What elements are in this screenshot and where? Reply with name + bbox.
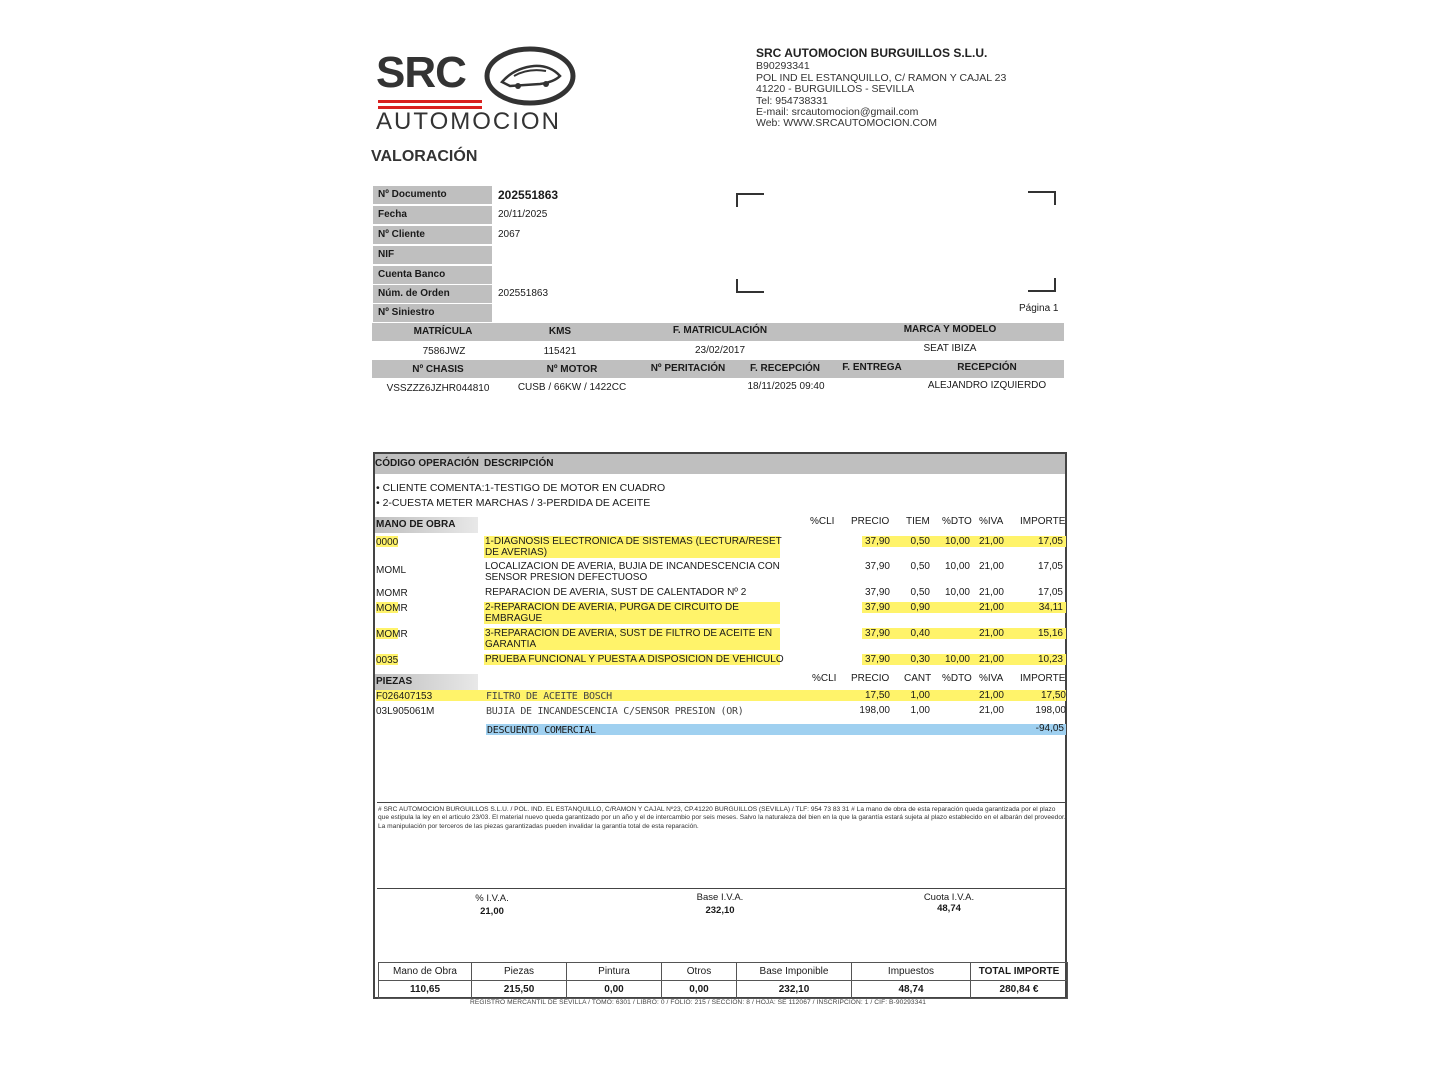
info-label: Núm. de Orden (373, 285, 492, 303)
row-precio: 37,90 (864, 628, 890, 639)
descuento-label: DESCUENTO COMERCIAL (487, 725, 596, 736)
totals-pintura: 0,00 (567, 981, 662, 999)
info-label: NIF (373, 246, 492, 264)
totals-value-row (379, 981, 1068, 999)
totals-otros: 0,00 (662, 981, 737, 999)
totals-header: Base Imponible (737, 963, 852, 981)
section-piezas: PIEZAS (375, 674, 478, 690)
info-label: Nº Documento (373, 186, 492, 204)
legal-text: # SRC AUTOMOCION BURGUILLOS S.L.U. / POL. IND. EL ESTANQUILLO, C/RAMON Y CAJAL Nº23, CP.41220 BURGUILLOS (SEVILLA) / TLF: 954 73 83 31 # La mano de obra de esta reparación queda garantizada por el plazo que estipula la ley en el articulo 23/03. El material nuevo queda garantizado por un año y el de intercambio por seis meses. Salvo la naturaleza del bien en la que la garantía estará sujeta al plazo establecido en el albarán del proveedor. La manipulación por terceros de las piezas garantizadas pueden invalidar la garantía total de esta reparación. (378, 806, 1066, 830)
row-iva: 21,00 (978, 690, 1004, 701)
envelope-window-mark (736, 193, 764, 207)
row-description-line: REPARACION DE AVERIA, SUST DE CALENTADOR Nº 2 (485, 587, 747, 598)
info-label: Nº Siniestro (373, 304, 492, 322)
iva-separator (377, 888, 1067, 889)
row-description (485, 628, 785, 650)
legal-separator (377, 802, 1067, 803)
vehicle-chasis: VSSZZZ6JZHR044810 (386, 383, 490, 394)
info-value: 20/11/2025 (498, 209, 548, 220)
company-address: POL IND EL ESTANQUILLO, C/ RAMON Y CAJAL 23 (756, 71, 1007, 84)
col-header: %CLI (812, 673, 837, 684)
client-comment-text: 2-CUESTA METER MARCHAS / 3-PERDIDA DE ACEITE (382, 497, 651, 509)
vehicle-col-header: MARCA Y MODELO (903, 324, 997, 335)
logo-brand: SRC (376, 48, 466, 97)
row-dto: 10,00 (944, 536, 970, 547)
col-header: IMPORTE (1020, 673, 1066, 684)
vehicle-kms: 115421 (543, 346, 577, 357)
logo-subtitle: AUTOMOCION (376, 108, 561, 135)
vehicle-recepcion: ALEJANDRO IZQUIERDO (927, 380, 1047, 391)
row-dto: 10,00 (944, 654, 970, 665)
company-email: E-mail: srcautomocion@gmail.com (756, 106, 919, 119)
row-description (485, 587, 785, 598)
row-code: MOMR (376, 603, 408, 614)
company-logo (372, 40, 587, 135)
section-mano-de-obra: MANO DE OBRA (375, 517, 478, 533)
row-importe: 17,50 (1040, 690, 1066, 701)
client-comment: • CLIENTE COMENTA:1-TESTIGO DE MOTOR EN CUADRO (376, 482, 666, 494)
vehicle-matricula: 7586JWZ (422, 346, 466, 357)
row-description-line: 2-REPARACION DE AVERIA, PURGA DE CIRCUITO DE (485, 602, 739, 613)
row-importe: 34,11 (1038, 602, 1063, 613)
row-precio: 37,90 (864, 536, 890, 547)
envelope-window-mark (1028, 278, 1056, 292)
row-code: MOMR (376, 629, 408, 640)
vehicle-col-header: RECEPCIÓN (957, 362, 1017, 373)
company-tel: Tel: 954738331 (756, 94, 828, 107)
col-descripcion: DESCRIPCIÓN (484, 458, 554, 469)
vehicle-marca-modelo: SEAT IBIZA (923, 343, 977, 354)
row-description (485, 561, 785, 583)
row-code: 0000 (376, 537, 399, 548)
vehicle-motor: CUSB / 66KW / 1422CC (517, 382, 627, 393)
row-highlight (376, 690, 1066, 701)
row-importe: 17,05 (1037, 561, 1063, 572)
totals-total-importe: 280,84 € (971, 981, 1068, 999)
row-tiempo: 0,50 (910, 536, 930, 547)
vehicle-col-header: MATRÍCULA (413, 326, 473, 337)
row-importe: 17,05 (1037, 536, 1063, 547)
row-cantidad: 1,00 (910, 690, 930, 701)
iva-value: 232,10 (705, 905, 735, 916)
company-cif: B90293341 (756, 60, 810, 73)
col-codigo: CÓDIGO OPERACIÓN (375, 458, 479, 469)
info-value: 202551863 (498, 288, 549, 299)
row-tiempo: 0,50 (910, 587, 930, 598)
iva-header: Base I.V.A. (696, 892, 744, 903)
row-precio: 37,90 (864, 561, 890, 572)
row-importe: 15,16 (1037, 628, 1063, 639)
row-iva: 21,00 (978, 628, 1004, 639)
row-importe: 198,00 (1035, 705, 1066, 716)
totals-header: Mano de Obra (379, 963, 472, 981)
info-label: Fecha (373, 206, 492, 224)
row-iva: 21,00 (978, 654, 1004, 665)
row-dto: 10,00 (944, 561, 970, 572)
row-description (485, 654, 785, 665)
document-title: VALORACIÓN (371, 148, 478, 165)
row-description-line: DE AVERIAS) (485, 547, 548, 558)
totals-header: Otros (662, 963, 737, 981)
row-description: BUJIA DE INCANDESCENCIA C/SENSOR PRESION (OR) (486, 706, 744, 717)
row-tiempo: 0,90 (910, 602, 930, 613)
row-description-line: 1-DIAGNOSIS ELECTRONICA DE SISTEMAS (LECTURA/RESET (485, 536, 782, 547)
col-header: %DTO (942, 673, 972, 684)
totals-header-row (379, 963, 1068, 981)
row-precio: 17,50 (864, 690, 890, 701)
col-header: %IVA (979, 673, 1004, 684)
iva-header: Cuota I.V.A. (923, 892, 975, 903)
row-description-line: 3-REPARACION DE AVERIA, SUST DE FILTRO DE ACEITE EN (485, 628, 773, 639)
envelope-window-mark (1028, 191, 1056, 205)
col-header: %DTO (942, 516, 972, 527)
totals-mano-obra: 110,65 (379, 981, 472, 999)
operations-header (375, 454, 1065, 474)
company-web: Web: WWW.SRCAUTOMOCION.COM (756, 117, 938, 130)
totals-table (378, 962, 1068, 999)
row-code: 03L905061M (376, 706, 435, 717)
totals-header: Piezas (472, 963, 567, 981)
row-iva: 21,00 (978, 561, 1004, 572)
totals-header: Pintura (567, 963, 662, 981)
row-description: FILTRO DE ACEITE BOSCH (486, 691, 612, 702)
vehicle-col-header: F. RECEPCIÓN (749, 363, 820, 374)
col-header: %CLI (810, 516, 835, 527)
totals-piezas: 215,50 (472, 981, 567, 999)
page-number: Página 1 (1019, 303, 1059, 314)
row-iva: 21,00 (978, 536, 1004, 547)
row-dto: 10,00 (944, 587, 970, 598)
vehicle-col-header: Nº PERITACIÓN (650, 363, 726, 374)
client-comment-text: CLIENTE COMENTA:1-TESTIGO DE MOTOR EN CUADRO (382, 482, 666, 494)
company-city: 41220 - BURGUILLOS - SEVILLA (756, 83, 915, 96)
info-value: 2067 (498, 229, 521, 240)
col-header: CANT (904, 673, 932, 684)
totals-header: TOTAL IMPORTE (971, 963, 1068, 981)
col-header: PRECIO (851, 673, 890, 684)
vehicle-f-matriculacion: 23/02/2017 (694, 345, 746, 356)
row-tiempo: 0,50 (910, 561, 930, 572)
car-emblem-icon (484, 46, 576, 106)
iva-value: 21,00 (480, 906, 504, 917)
row-description (485, 602, 785, 624)
row-precio: 37,90 (864, 654, 890, 665)
info-label: Nº Cliente (373, 226, 492, 244)
row-code: MOML (376, 565, 406, 576)
logo-stripe (378, 100, 482, 103)
row-code: MOMR (376, 588, 408, 599)
iva-value: 48,74 (937, 903, 961, 914)
row-code: F026407153 (376, 691, 433, 702)
row-description-line: EMBRAGUE (485, 613, 543, 624)
row-iva: 21,00 (978, 602, 1004, 613)
row-description (485, 536, 785, 558)
vehicle-col-header: F. MATRICULACIÓN (672, 325, 768, 336)
company-name: SRC AUTOMOCION BURGUILLOS S.L.U. (756, 46, 988, 60)
row-tiempo: 0,30 (910, 654, 930, 665)
row-importe: 10,23 (1037, 654, 1063, 665)
row-iva: 21,00 (978, 587, 1004, 598)
row-iva: 21,00 (978, 705, 1004, 716)
col-header: PRECIO (851, 516, 890, 527)
row-description-line: SENSOR PRESION DEFECTUOSO (485, 572, 648, 583)
row-importe: 17,05 (1037, 587, 1063, 598)
totals-base-imponible: 232,10 (737, 981, 852, 999)
col-header: TIEM (906, 516, 930, 527)
col-header: %IVA (979, 516, 1004, 527)
row-tiempo: 0,40 (910, 628, 930, 639)
vehicle-col-header: KMS (548, 326, 572, 337)
row-description-line: LOCALIZACION DE AVERIA, BUJIA DE INCANDESCENCIA CON (485, 561, 780, 572)
info-label: Cuenta Banco (373, 266, 492, 284)
descuento-importe: -94,05 (1035, 723, 1064, 734)
client-comment: • 2-CUESTA METER MARCHAS / 3-PERDIDA DE ACEITE (376, 497, 651, 509)
row-description-line: PRUEBA FUNCIONAL Y PUESTA A DISPOSICION DE VEHICULO (485, 654, 784, 665)
iva-header: % I.V.A. (475, 893, 509, 904)
col-header: IMPORTE (1020, 516, 1066, 527)
totals-impuestos: 48,74 (852, 981, 971, 999)
row-precio: 198,00 (859, 705, 890, 716)
registro-mercantil: REGISTRO MERCANTIL DE SEVILLA / TOMO: 6301 / LIBRO: 0 / FOLIO: 215 / SECCION: 8 / HOJA: SE 112067 / INSCRIPCION: 1 / CIF: B-90293341 (470, 999, 926, 1006)
vehicle-col-header: Nº MOTOR (546, 364, 598, 375)
row-precio: 37,90 (864, 602, 890, 613)
totals-header: Impuestos (852, 963, 971, 981)
info-value: 202551863 (498, 188, 559, 202)
vehicle-col-header: F. ENTREGA (842, 362, 902, 373)
vehicle-f-recepcion: 18/11/2025 09:40 (747, 381, 825, 392)
row-cantidad: 1,00 (910, 705, 930, 716)
row-precio: 37,90 (864, 587, 890, 598)
envelope-window-mark (736, 279, 764, 293)
company-info (756, 48, 1006, 130)
vehicle-col-header: Nº CHASIS (412, 364, 464, 375)
row-code: 0035 (376, 655, 399, 666)
row-description-line: GARANTIA (485, 639, 537, 650)
